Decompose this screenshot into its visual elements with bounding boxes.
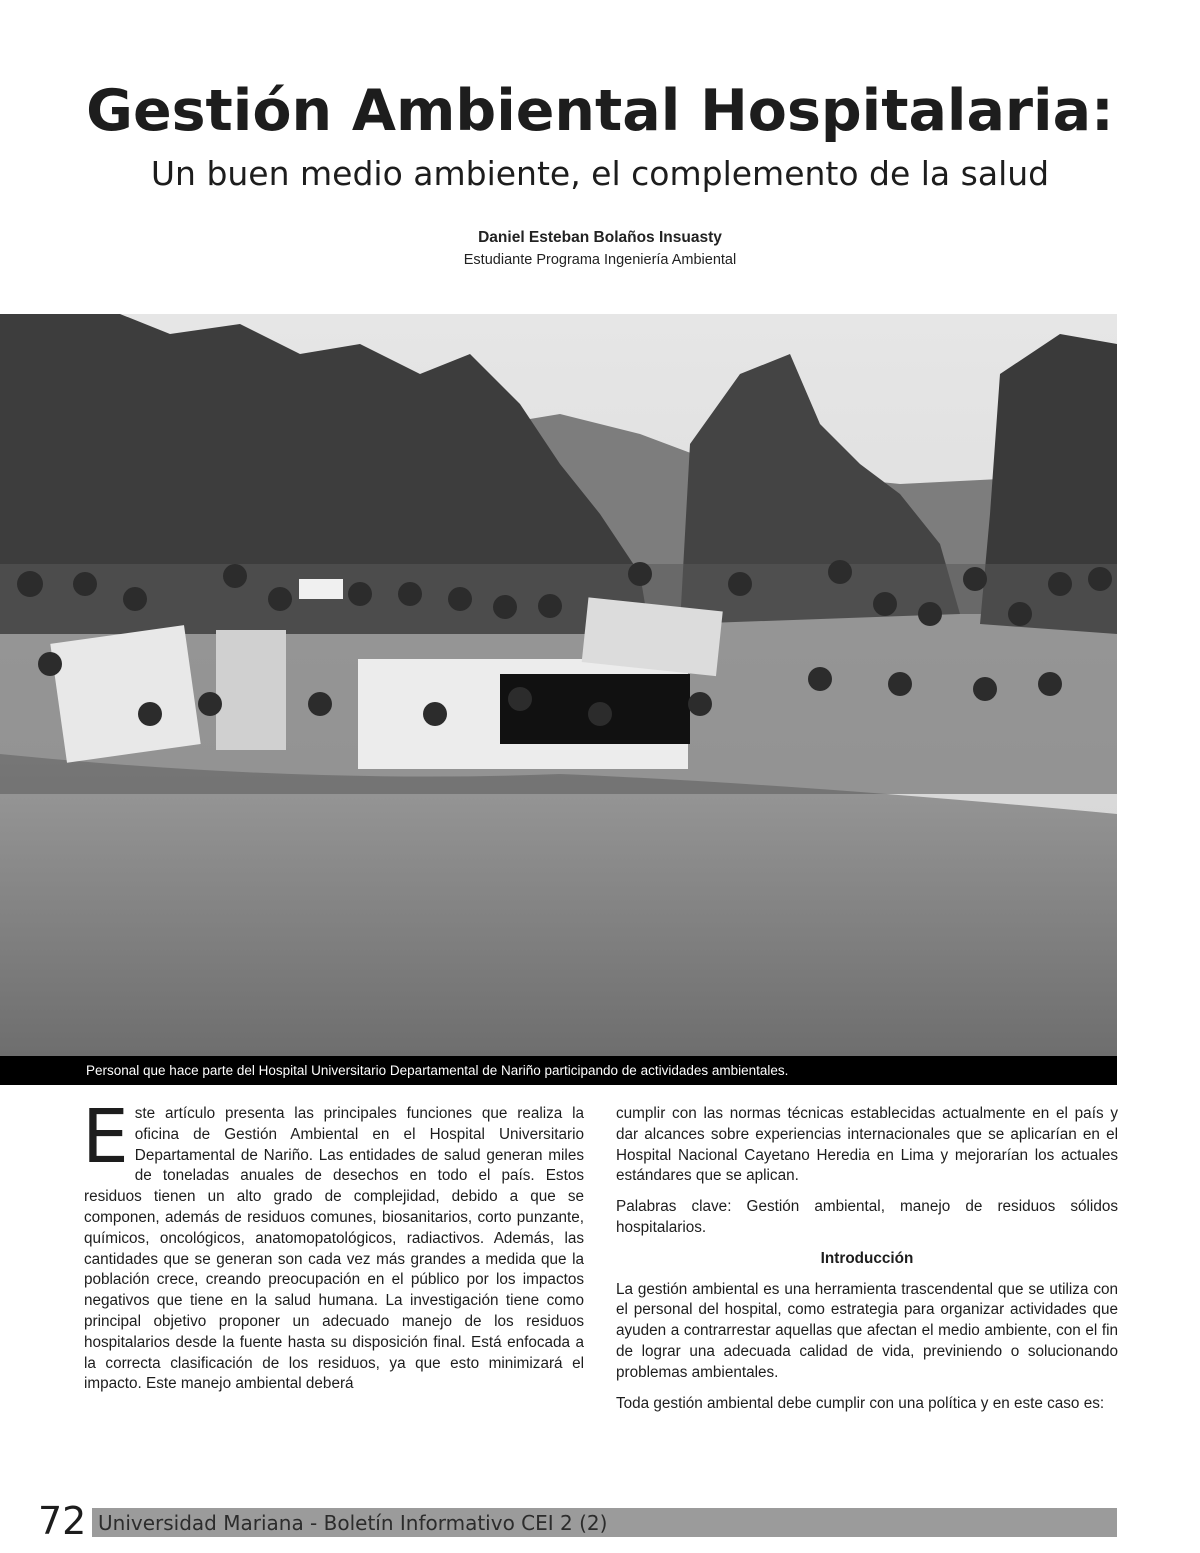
author-affiliation: Estudiante Programa Ingeniería Ambiental <box>463 252 737 268</box>
group-photo <box>0 314 1117 1056</box>
article-subtitle: Un buen medio ambiente, el complemento de la salud <box>150 154 1050 193</box>
photo-caption <box>0 1056 1117 1085</box>
page-number: 72 <box>38 1499 87 1543</box>
author-name: Daniel Esteban Bolaños Insuasty <box>478 229 722 246</box>
drop-cap: E <box>82 1094 129 1180</box>
article-column-left <box>82 1094 584 1405</box>
section-heading-introduction: Introducción <box>820 1249 914 1267</box>
abstract-text: ste artículo presenta las principales funciones que realiza la oficina de Gestión Ambiental en el Hospital Universitario Departamental de Nariño. Las entidades de salud generan miles de toneladas anuales de desechos en todo el país. Estos residuos tienen un alto grado de complejidad, debido a que se componen, además de residuos comunes, biosanitarios, corto punzante, químicos, oncológicos, anatomopatológicos, radiactivos. Además, las cantidades que se generan son cada vez más grandes a medida que la población crece, creando preocupación en el público por los impactos negativos que tiene en la salud humana. La investigación tiene como principal objetivo proponer un adecuado manejo de los residuos hospitalarios desde la fuente hasta su disposición final. Está enfocada a la correcta clasificación de los residuos, ya que esto minimizará el impacto. Este manejo ambiental deberá <box>84 1105 584 1393</box>
publication-name: Universidad Mariana - Boletín Informativo CEI 2 (2) <box>98 1511 608 1535</box>
intro-paragraph: La gestión ambiental es una herramienta trascendental que se utiliza con el personal del hospital, como estrategia para organizar actividades que ayuden a contrarrestar aquellas que afectan el medio ambiente, con el fin de lograr una adecuada calidad de vida, previniendo o solucionando problemas ambientales. <box>616 1280 1118 1381</box>
abstract-paragraph <box>82 1094 584 1395</box>
article-title: Gestión Ambiental Hospitalaria: <box>86 78 1114 144</box>
article-column-right <box>616 1104 1118 1424</box>
policy-paragraph: Toda gestión ambiental debe cumplir con una política y en este caso es: <box>616 1394 1105 1412</box>
caption-text: Personal que hace parte del Hospital Universitario Departamental de Nariño participando de actividades ambientales. <box>86 1063 789 1078</box>
keywords: Palabras clave: Gestión ambiental, manejo de residuos sólidos hospitalarios. <box>616 1198 1118 1236</box>
footer-bar <box>92 1508 1117 1537</box>
page-footer <box>0 1499 1200 1543</box>
abstract-continuation: cumplir con las normas técnicas establecidas actualmente en el país y dar alcances sobre experiencias internacionales que se aplicarían en el Hospital Nacional Cayetano Heredia en Lima y mejorarían los actuales estándares que se aplican. <box>616 1105 1118 1185</box>
